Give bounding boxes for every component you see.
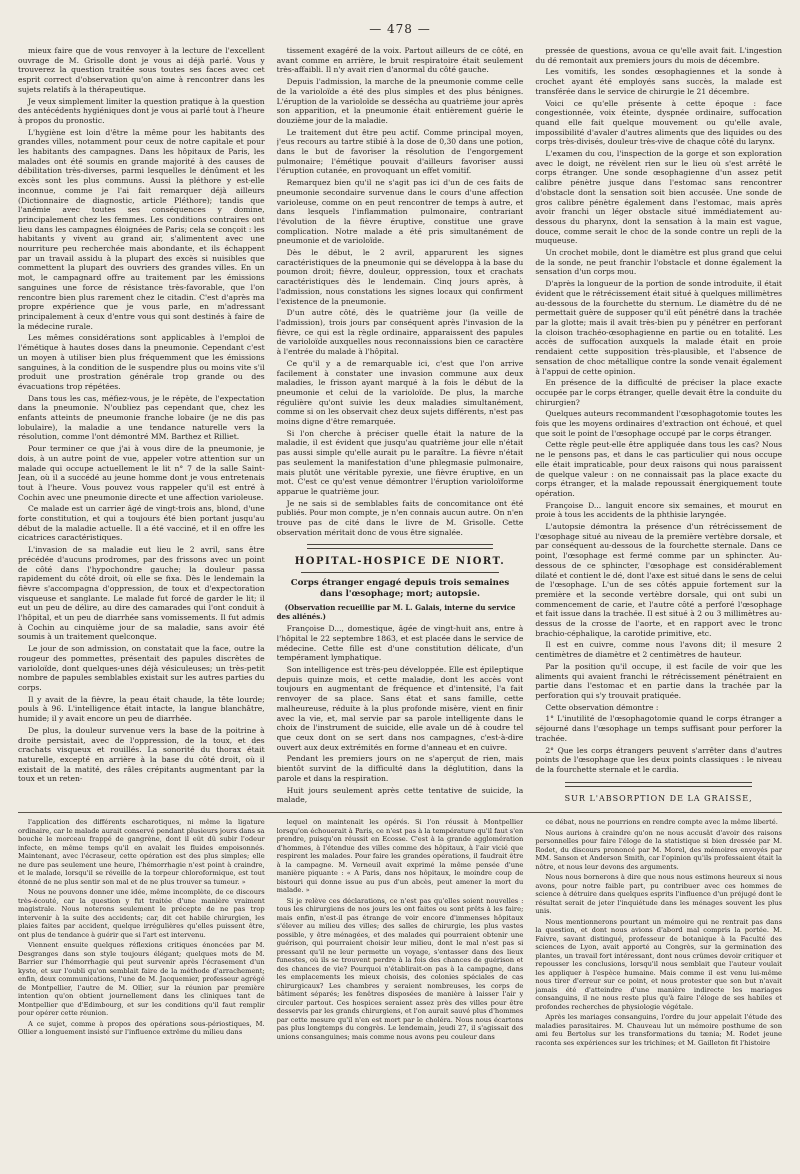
paragraph: Le traitement dut être peu actif. Comme principal moyen, j'eus recours au tartre stibié à la dose de 0,30 dans une potion, dans le but de favoriser la résolution de l'engorgement pulmonaire; l'émétique pouvait d'ailleurs favoriser aussi l'éruption cutanée, en provoquant un effet vomitif. [276, 127, 524, 176]
paragraph: Pendant les premiers jours on ne s'aperçut de rien, mais bientôt survint de la difficulté dans la déglutition, dans la parole et dans la respiration. [276, 754, 524, 783]
lower-column-1 [18, 818, 265, 1170]
paragraph: Je ne sais si de semblables faits de concomitance ont été publiés. Pour mon compte, je n'en connais aucun autre. On n'en trouve pas de cité dans le livre de M. Grisolle. Cette observation méritait donc de vous être signalée. [276, 498, 524, 537]
paragraph: En présence de la difficulté de préciser la place exacte occupée par le corps étranger, quelle devait être la conduite du chirurgien? [535, 378, 782, 407]
paragraph: L'autopsie démontra la présence d'un rétrécissement de l'œsophage situé au niveau de la première vertèbre dorsale, et par conséquent au-dessous de la fourchette sternale. Dans ce point, l'œsophage est fermé comme par un sphincter. Au-dessous de ce sphincter, l'œsophage est considérablement dilaté et contient le dé, dont l'axe est situé dans le sens de celui de l'œsophage. L'un de ses côtés appuie fortement sur la première et la seconde vertèbre dorsale, qui ont subi un commencement de carie, et l'autre côté a perforé l'œsophage et fait issue dans la trachée. Il est situé à 2 ou 3 millimètres au-dessus de la crosse de l'aorte, et en rapport avec le tronc brachio-céphalique, la carotide primitive, etc. [535, 522, 782, 638]
section-divider [307, 544, 494, 549]
section-divider [565, 782, 752, 787]
paragraph: 2° Que les corps étrangers peuvent s'arrêter dans d'autres points de l'œsophage que les deux points classiques : le niveau de la fourchette sternale et le cardia. [535, 745, 782, 774]
paragraph: Nous mentionnerons pourtant un mémoire qui ne rentrait pas dans la question, et dont nous avions d'abord mal compris la portée. M. Faivre, savant distingué, professeur de botanique à la Faculté des sciences de Lyon, avait apporté au Congrès, sur la germination des plantes, un travail fort intéressant, dont nous crûmes devoir critiquer et repousser les conclusions, lorsqu'il nous semblait que l'auteur voulait les appliquer à l'espèce humaine. Mais comme il est venu lui-même nous tirer d'erreur sur ce point, et nous protester que son but n'avait jamais été d'atteindre d'une manière indirecte les mariages consanguins, il ne nous reste plus qu'à faire l'éloge de ses habiles et profondes recherches de physiologie végétale. [535, 917, 782, 1011]
paragraph: De plus, la douleur survenue vers la base de la poitrine à droite persistait, avec de l'oppression, de la toux, et des crachats visqueux et rouillés. La sonorité du thorax était naturelle, excepté en arrière à la base du côté droit, où il existait de la matité, des râles crépitants augmentant par la toux et un reten- [18, 725, 265, 784]
oesophagus-case-text [535, 46, 782, 775]
paragraph: Son intelligence est très-peu développée. Elle est épileptique depuis quinze mois, et cette maladie, dont les accès vont toujours en augmentant de fréquence et d'intensité, l'a fait renvoyer de sa place. Sans état et sans famille, cette malheureuse, réduite à la plus profonde misère, vient en finir avec la vie, et, mal servie par sa parole intelligente dans le choix de l'instrument de suicide, elle avale un dé à coudre tel que ceux dont on se sert dans nos campagnes, c'est-à-dire ouvert aux deux extrémités en forme d'anneau et en cuivre. [276, 665, 524, 752]
paragraph: Nous ne pouvons donner une idée, même incomplète, de ce discours très-écouté, car la question y fut traitée d'une manière vraiment magistrale. Nous noterons seulement le précepte de ne pas trop intervenir à la suite des accidents; car, dit cet habile chirurgien, les plaies faites par accident, quelque irrégulières qu'elles puissent être, ont plus de tendance à guérir que si l'art est intervenu. [18, 888, 265, 939]
paragraph: Par la position qu'il occupe, il est facile de voir que les aliments qui avaient franchi le rétrécissement pénétraient en partie dans l'estomac et en partie dans la trachée par la perforation qui s'y trouvait pratiquée. [535, 661, 782, 700]
paragraph: Quelques auteurs recommandent l'œsophagotomie toutes les fois que les moyens ordinaires d'extraction ont échoué, et quel que soit le point de l'œsophage occupé par le corps étranger. [535, 409, 782, 438]
hospital-title: HOPITAL-HOSPICE DE NIORT. [294, 556, 506, 568]
paragraph: lequel on maintenait les opérés. Si l'on réussit à Montpellier lorsqu'on échouerait à Paris, ce n'est pas à la température qu'il faut s'en prendre, puisqu'on réussit en Ecosse. C'est à la grande agglomération d'hommes, à l'étendue des villes comme des hôpitaux, à l'air vicié que respirent les malades. Pour faire les grandes opérations, il faudrait être à la campagne. M. Verneuil avait exprimé la même pensée d'une manière piquante : « A Paris, dans nos hôpitaux, le moindre coup de bistouri qui donne issue au pus d'un abcès, peut amener la mort du malade. » [276, 818, 524, 894]
paragraph: L'examen du cou, l'inspection de la gorge et son exploration avec le doigt, ne révèlent rien sur le lieu où s'est arrêté le corps étranger. Une sonde œsophagienne d'un assez petit calibre pénètre jusque dans l'estomac sans rencontrer d'obstacle dont la sensation soit bien accusée. Une sonde de gros calibre pénètre également dans l'estomac, mais après avoir franchi un léger obstacle situé immédiatement au-dessous du pharynx, dont la sensation à la main est vague, douce, comme serait le choc de la sonde contre un repli de la muqueuse. [535, 149, 782, 246]
page-number: — 478 — [369, 22, 431, 36]
title-rule [301, 572, 500, 573]
paragraph: Dès le début, le 2 avril, apparurent les signes caractéristiques de la pneumonie qui se développa à la base du poumon droit; fièvre, douleur, oppression, toux et crachats caractéristiques dès le lendemain. Cinq jours après, à l'admission, nous constations les signes locaux qui confirment l'existence de la pneumonie. [276, 248, 524, 306]
paragraph: Il y avait de la fièvre, la peau était chaude, la tête lourde; pouls à 96. L'intelligence était intacte, la langue blanchâtre, humide; il y avait encore un peu de diarrhée. [18, 694, 265, 724]
paragraph: Nous aurions à craindre qu'on ne nous accusât d'avoir des raisons personnelles pour faire l'éloge de la statistique si bien dressée par M. Rodet, du discours prononcé par M. Morel, des mémoires envoyés par MM. Sanson et Anderson Smith, car l'opinion qu'ils professaient était la nôtre, et nous leur devons des arguments. [535, 828, 782, 871]
graisse-title: SUR L'ABSORPTION DE LA GRAISSE, [564, 793, 753, 803]
paragraph: Le jour de son admission, on constatait que la face, outre la rougeur des pommettes, présentait des papules discrètes de varioloïde, dont quelques-unes déjà vésiculeuses; un très-petit nombre de papules semblables existait sur les autres parties du corps. [18, 644, 265, 692]
paragraph: Pour terminer ce que j'ai à vous dire de la pneumonie, je dois, à un autre point de vue, appeler votre attention sur un malade qui occupe actuellement le lit n° 7 de la salle Saint-Jean, où il a succédé au jeune homme dont je vous entretenais tout à l'heure. Vous pouvez vous rappeler qu'il est entré à Cochin avec une pneumonie directe et une affection varioleuse. [18, 444, 265, 502]
column-2 [277, 46, 524, 806]
paragraph: Huit jours seulement après cette tentative de suicide, la malade, [276, 785, 524, 805]
paragraph: L'invasion de sa maladie eut lieu le 2 avril, sans être précédée d'aucuns prodromes, par des frissons avec un point de côté dans l'hypochondre gauche; la douleur passa rapidement du côté droit, où elle se fixa. Dès le lendemain la fièvre s'accompagna d'oppression, de toux et d'expectoration visqueuse et sanglante. Le malade fut forcé de garder le lit; il eut un peu de délire, au dire des camarades qui l'ont conduit à l'hôpital, et un peu de diarrhée sans vomissements. Il fut admis à Cochin au cinquième jour de sa maladie, sans avoir été soumis à un traitement quelconque. [18, 545, 265, 642]
paragraph: L'hygiène est loin d'être la même pour les habitants des grandes villes, notamment pour ceux de notre capitale et pour les habitants des campagnes. Dans les hôpitaux de Paris, les malades ont été soumis en grande majorité à des causes de débilitation très-diverses, parmi lesquelles le dénûment et les excès sont les plus communs. Aussi la pléthore y est-elle inconnue, comme je l'ai fait remarquer déjà ailleurs (Dictionnaire de diagnostic, article Pléthore); tandis que l'anémie avec toutes ses conséquences y domine, principalement chez les femmes. Les conditions contraires ont lieu dans les campagnes éloignées de Paris; cela se conçoit : les habitants y vivent au grand air, s'alimentent avec une nourriture peu recherchée mais abondante, et ils échappent par un travail assidu à la plupart des excès si nuisibles que commettent la plupart des ouvriers des grandes villes. En un mot, le campagnard offre au traitement par les émissions sanguines une force de résistance très-favorable, que l'on rencontre bien plus rarement chez le citadin. C'est d'après ma propre expérience que je vous parle, en m'adressant principalement à ceux d'entre vous qui sont destinés à faire de la médecine rurale. [18, 127, 265, 331]
column-3 [535, 46, 782, 806]
paragraph: l'application des différents escharotiques, ni même la ligature ordinaire, car le malade aurait conservé pendant plusieurs jours dans sa bouche le morceau frappé de gangrène, dont il eût dû subir l'odeur infecte, en même temps qu'il en avalait les fluides empoisonnés. Maintenant, avec l'écraseur, cette opération est des plus simples; elle ne dure pas seulement une heure, l'hémorrhagie n'est point à craindre, et le malade, lorsqu'il se réveille de la torpeur chloroformique, est tout étonné de ne plus sentir son mal et de ne plus trouver sa tumeur. » [18, 818, 265, 886]
column-1 [18, 46, 265, 806]
paragraph: ce débat, nous ne pourrions en rendre compte avec la même liberté. [545, 818, 778, 826]
paragraph: Si je relève ces déclarations, ce n'est pas qu'elles soient nouvelles : tous les chirurgiens de nos jours les ont faites ou sont prêts à les faire; mais enfin, n'est-il pas étrange de voir encore d'immenses hôpitaux s'élever au milieu des villes; des salles de chirurgie, les plus vastes possible, y être ménagées, et des malades qui pourraient obtenir une guérison, qui pourraient choisir leur milieu, dont le mal n'est pas si pressant qu'il ne leur permette un voyage, s'entasser dans des lieux funestes, où ils se trouvent perdre à la fois des chances de guérison et des chances de vie? Pourquoi n'établirait-on pas à la campagne, dans les emplacements les mieux choisis, des colonies spéciales de cas chirurgicaux? Les chambres y seraient nombreuses, les corps de bâtiment séparés; les fenêtres disposées de manière à laisser l'air y circuler partout. Ces hospices seraient assez près des villes pour être desservis par les grands chirurgiens, et l'on aurait sauvé plus d'hommes par cette mesure qu'il n'en est mort par le choléra. Nous nous écartons pas plus longtemps du congrès. Le lendemain, jeudi 27, il s'agissait des unions consanguines; mais comme nous avons peu couleur dans [276, 896, 524, 1041]
paragraph: Un crochet mobile, dont le diamètre est plus grand que celui de la sonde, ne peut franchir l'obstacle et donne également la sensation d'un corps mou. [535, 248, 782, 277]
paragraph: tissement exagéré de la voix. Partout ailleurs de ce côté, en avant comme en arrière, le bruit respiratoire était seulement très-affaibli. Il n'y avait rien d'anormal du côté gauche. [276, 46, 524, 75]
paragraph: Viennent ensuite quelques réflexions critiques énoncées par M. Desgranges dans son style toujours élégant; quelques mots de M. Barrier sur l'hémorrhagie qui peut survenir après l'écrasement d'un kyste, et sur l'oubli qu'on semblait faire de la méthode d'arrachement; enfin, deux communications, l'une de M. Jacquemier, professeur agrégé de Montpellier, l'autre de M. Ollier, sur la réunion par première intention qu'on obtient journellement dans les cliniques tant de Montpellier que d'Edimbourg, et sur les conditions qu'il faut remplir pour opérer cette réunion. [18, 941, 265, 1017]
paragraph: Françoise D... languit encore six semaines, et mourut en proie à tous les accidents de la phthisie laryngée. [535, 500, 782, 520]
paragraph: Les mêmes considérations sont applicables à l'emploi de l'émétique à hautes doses dans la pneumonie. Cependant c'est un moyen à utiliser bien plus fréquemment que les émissions sanguines, à la condition de le suspendre plus ou moins vite s'il produit une prostration générale trop grande ou des évacuations trop répétées. [18, 333, 265, 391]
paragraph: Ce malade est un carrier âgé de vingt-trois ans, blond, d'une forte constitution, et qui a toujours été bien portant jusqu'au début de la maladie actuelle. Il a été vacciné, et il en offre les cicatrices caractéristiques. [18, 504, 265, 543]
paragraph: Il est en cuivre, comme nous l'avons dit; il mesure 2 centimètres de diamètre et 2 centimètres de hauteur. [535, 640, 782, 660]
pneumonia-case-text [277, 46, 524, 537]
paragraph: Remarquez bien qu'il ne s'agit pas ici d'un de ces faits de pneumonie secondaire survenue dans le cours d'une affection varioleuse, comme on en peut rencontrer de temps à autre, et dans lesquels l'inflammation pulmonaire, contrariant l'évolution de la fièvre éruptive, constitue une grave complication. Notre malade a été pris simultanément de pneumonie et de varioloïde. [276, 178, 524, 246]
paragraph: Si l'on cherche à préciser quelle était la nature de la maladie, il est évident que jusqu'au quatrième jour elle n'était pas aussi simple qu'elle aurait pu le paraître. La fièvre n'était pas seulement la manifestation d'une phlegmasie pulmonaire, mais plutôt une véritable pyrexie, une fièvre éruptive, en un mot. C'est ce qu'est venue démontrer l'éruption varioloïforme apparue le quatrième jour. [276, 428, 524, 496]
observation-note: (Observation recueillie par M. L. Galais, interne du service des aliénés.) [276, 603, 516, 622]
paragraph: A ce sujet, comme à propos des opérations sous-périostiques, M. Ollier a longuement insisté sur l'influence extrême du milieu dans [18, 1019, 265, 1036]
paragraph: D'un autre côté, dès le quatrième jour (la veille de l'admission), trois jours par conséquent après l'invasion de la fièvre, ce qui est la règle ordinaire, apparaissent des papules de varioloïde auxquelles nous reconnaissions bien ce caractère à l'entrée du malade à l'hôpital. [276, 308, 524, 357]
paragraph: mieux faire que de vous renvoyer à la lecture de l'excellent ouvrage de M. Grisolle dont je vous ai déjà parlé. Vous y trouverez la question traitée sous toutes ses faces avec cet esprit correct d'observation qu'on aime à rencontrer dans les sujets relatifs à la thérapeutique. [18, 46, 265, 94]
case-title: Corps étranger engagé depuis trois semaines dans l'œsophage; mort; autopsie. [290, 578, 510, 599]
paragraph: Françoise D..., domestique, âgée de vingt-huit ans, entre à l'hôpital le 22 septembre 1863, et est placée dans le service de médecine. Cette fille est d'une constitution délicate, d'un tempérament lymphatique. [276, 624, 524, 663]
paragraph: Ce qu'il y a de remarquable ici, c'est que l'on arrive facilement à constater une invasion commune aux deux maladies, le frisson ayant marqué à la fois le début de la pneumonie et celui de la varioloïde. De plus, la marche régulière qu'ont suivie les deux maladies simultanément, comme si on les observait chez deux sujets différents, n'est pas moins digne d'être remarquée. [276, 358, 524, 427]
paragraph: Cette règle peut-elle être appliquée dans tous les cas? Nous ne le pensons pas, et dans le cas particulier qui nous occupe elle était impraticable, pour deux raisons qui nous paraissent de quelque valeur : on ne connaissait pas la place exacte du corps étranger, et la malade repoussait énergiquement toute opération. [535, 440, 782, 498]
paragraph: Après les mariages consanguins, l'ordre du jour appelait l'étude des maladies parasitaires. M. Chauveau lut un mémoire posthume de son ami feu Bertolus sur les transformations du tænia; M. Rodet jeune raconta ses expériences sur les trichines; et M. Gailleton fit l'histoire [535, 1013, 782, 1047]
lower-column-2 [277, 818, 524, 1170]
niort-case-text [277, 624, 524, 805]
paragraph: Les vomitifs, les sondes œsophagiennes et la sonde à crochet ayant été employés sans succès, la malade est transférée dans le service de chirurgie le 21 décembre. [535, 67, 782, 96]
paragraph: 1° L'inutilité de l'œsophagotomie quand le corps étranger a séjourné dans l'œsophage un temps suffisant pour perforer la trachée. [535, 714, 782, 743]
paragraph: Depuis l'admission, la marche de la pneumonie comme celle de la varioloïde a été des plus simples et des plus bénignes. L'éruption de la varioloïde se dessécha au quatrième jour après son apparition, et la pneumonie était entièrement guérie le douzième jour de la maladie. [276, 77, 524, 125]
upper-columns [18, 46, 782, 806]
paragraph: Nous nous bornerons à dire que nous nous estimons heureux si nous avons, pour notre faible part, pu contribuer avec ces hommes de science à détruire dans quelques esprits l'influence d'un préjugé dont le résultat serait de jeter l'inquiétude dans les ménages souvent les plus unis. [535, 873, 782, 915]
paragraph: Cette observation démontre : [545, 702, 659, 712]
lower-columns [18, 812, 782, 1170]
paragraph: Dans tous les cas, méfiez-vous, je le répète, de l'expectation dans la pneumonie. N'oubliez pas cependant que, chez les enfants atteints de pneumonie franche lobaire (je ne dis pas lobulaire), la maladie a une tendance naturelle vers la résolution, comme l'ont démontré MM. Barthez et Rilliet. [18, 393, 265, 442]
paragraph: D'après la longueur de la portion de sonde introduite, il était évident que le rétrécissement était situé à quelques millimètres au-dessous de la fourchette du sternum. Le diamètre du dé ne permettait guère de supposer qu'il eût pénétré dans la trachée par la glotte; mais il avait très-bien pu y pénétrer en perforant la cloison trachéo-œsophagienne en partie ou en totalité. Les accès de suffocation auxquels la malade était en proie rendaient cette supposition très-plausible, et l'absence de sensation de choc métallique contre la sonde venait également à l'appui de cette opinion. [535, 279, 782, 376]
paragraph: pressée de questions, avoua ce qu'elle avait fait. L'ingestion du dé remontait aux premiers jours du mois de décembre. [535, 46, 782, 65]
paragraph: Voici ce qu'elle présente à cette époque : face congestionnée, voix éteinte, dyspnée ordinaire, suffocation quand elle fait quelque mouvement ou qu'elle avale, impossibilité d'avaler d'autres aliments que des liquides ou des corps très-divisés, douleur très-vive de chaque côté du larynx. [535, 98, 782, 147]
lower-column-3 [535, 818, 782, 1170]
paragraph: Je veux simplement limiter la question pratique à la question des antécédents hygiéniques dont je vous ai parlé tout à l'heure à propos du pronostic. [18, 96, 265, 125]
